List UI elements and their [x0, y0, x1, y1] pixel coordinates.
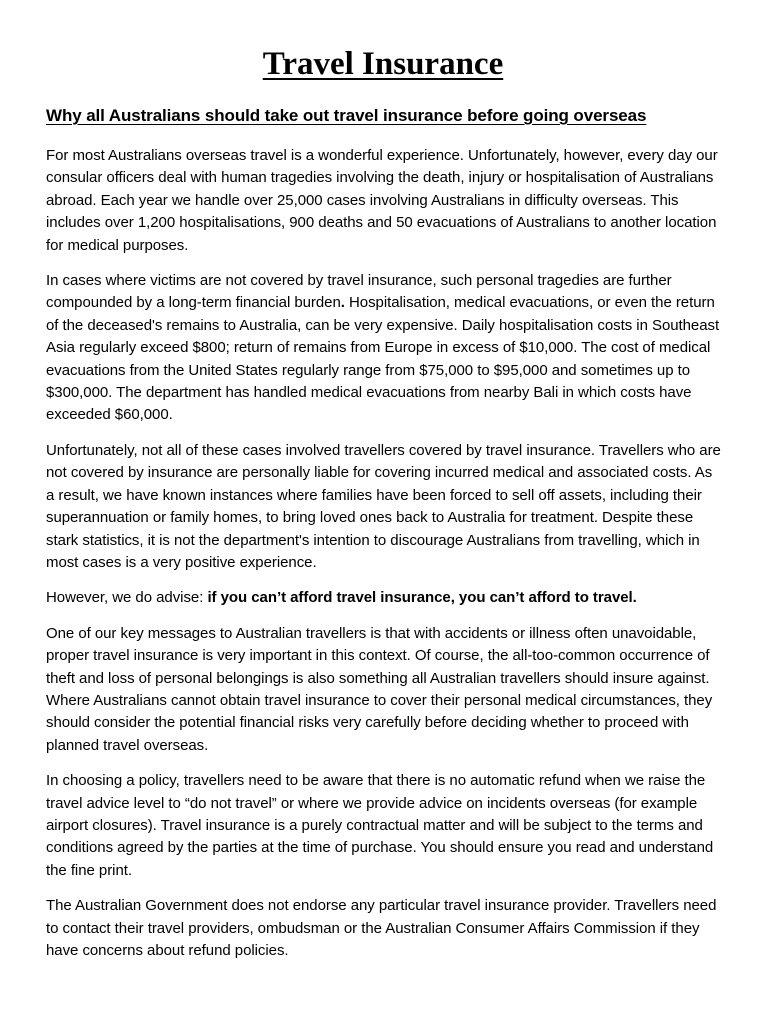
- paragraph-financial-burden-lead: In cases where victims are not covered by travel insurance, such personal tragedies are further compounded by a long-term financial burden: [46, 272, 672, 312]
- paragraph-key-messages: One of our key messages to Australian travellers is that with accidents or illness often unavoidable, proper travel insurance is very important in this context. Of course, the all-too-common occurrence of theft and loss of personal belongings is also something all Australian travellers should insure against. Where Australians cannot obtain travel insurance to cover their personal medical circumstances, they should consider the potential financial risks very carefully before deciding whether to proceed with planned travel overseas.: [46, 624, 713, 754]
- document-subtitle: Why all Australians should take out travel insurance before going overseas: [46, 106, 647, 125]
- document-body: [46, 145, 722, 975]
- paragraph-government-endorsement: The Australian Government does not endorse any particular travel insurance provider. Travellers need to contact their travel providers, ombudsman or the Australian Consumer Affairs Commission if they have concerns about refund policies.: [46, 897, 717, 959]
- paragraph-financial-burden: [46, 270, 722, 427]
- paragraph-advice: [46, 587, 722, 609]
- paragraph-uninsured-travellers: Unfortunately, not all of these cases involved travellers covered by travel insurance. Travellers who are not covered by insurance are personally liable for covering incurred medical and associated costs. As a result, we have known instances where families have been forced to sell off assets, including their superannuation or family homes, to bring loved ones back to Australia for treatment. Despite these stark statistics, it is not the department's intention to discourage Australians from travelling, which in most cases is a very positive experience.: [46, 441, 721, 571]
- paragraph-intro: For most Australians overseas travel is a wonderful experience. Unfortunately, however, every day our consular officers deal with human tragedies involving the death, injury or hospitalisation of Australians abroad. Each year we handle over 25,000 cases involving Australians in difficulty overseas. This includes over 1,200 hospitalisations, 900 deaths and 50 evacuations of Australians to another location for medical purposes.: [46, 147, 718, 254]
- advice-emphasis: if you can’t afford travel insurance, you can’t afford to travel.: [207, 589, 637, 607]
- paragraph-choosing-policy: In choosing a policy, travellers need to be aware that there is no automatic refund when we raise the travel advice level to “do not travel” or where we provide advice on incidents overseas (for example airport closures). Travel insurance is a purely contractual matter and will be subject to the terms and conditions agreed by the parties at the time of purchase. You should ensure you read and understand the fine print.: [46, 772, 714, 879]
- paragraph-financial-burden-period: .: [340, 294, 345, 312]
- advice-prefix: However, we do advise:: [46, 589, 208, 607]
- paragraph-financial-burden-costs: Hospitalisation, medical evacuations, or even the return of the deceased's remains to Australia, can be very expensive. Daily hospitalisation costs in Southeast Asia regularly exceed $800; return of remains from Europe in excess of $10,000. The cost of medical evacuations from the United States regularly range from $75,000 to $95,000 and sometimes up to $300,000. The department has handled medical evacuations from nearby Bali in which costs have exceeded $60,000.: [46, 294, 720, 424]
- document-title: Travel Insurance: [262, 46, 504, 82]
